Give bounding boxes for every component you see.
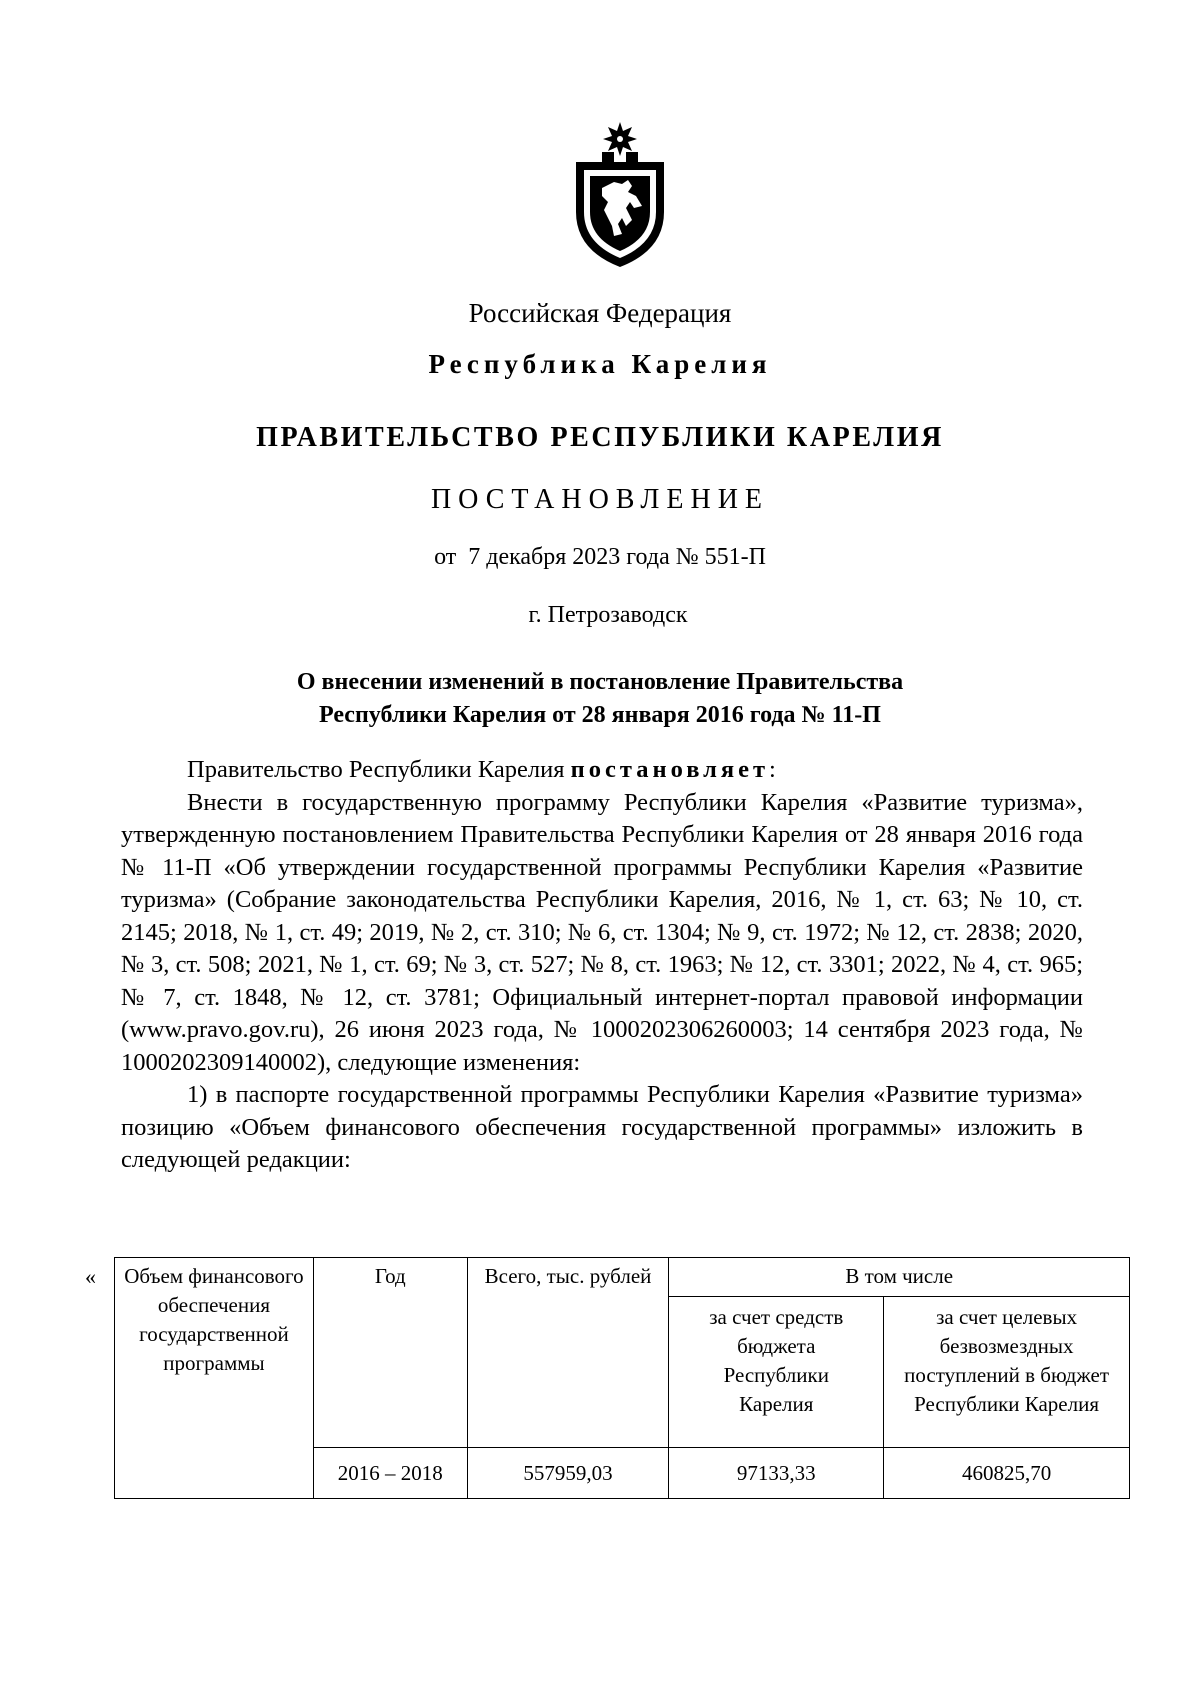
table-header-year: Год bbox=[313, 1258, 467, 1448]
coat-of-arms-emblem bbox=[572, 122, 668, 268]
document-subject bbox=[0, 666, 1200, 732]
open-quote-mark: « bbox=[85, 1264, 96, 1289]
table-header-total: Всего, тыс. рублей bbox=[467, 1258, 669, 1448]
intro-paragraph bbox=[121, 754, 1083, 787]
document-date-number: от 7 декабря 2023 года № 551-П bbox=[434, 544, 766, 570]
table-cell-budget: 97133,33 bbox=[669, 1448, 884, 1499]
table-cell-total: 557959,03 bbox=[467, 1448, 669, 1499]
intro-verb: постановляет bbox=[570, 756, 770, 783]
intro-end: : bbox=[769, 756, 776, 783]
amendment-paragraph: Внести в государственную программу Республики Карелия «Развитие туризма», утвержденную постановлением Правительства Республики Карелия от 28 января 2016 года № 11-П «Об утверждении государственной программы Республики Карелия «Развитие туризма» (Собрание законодательства Республики Карелия, 2016, № 1, ст. 63; № 10, ст. 2145; 2018, № 1, ст. 49; 2019, № 2, ст. 310; № 6, ст. 1304; № 9, ст. 1972; № 12, ст. 2838; 2020, № 3, ст. 508; 2021, № 1, ст. 69; № 3, ст. 527; № 8, ст. 1963; № 12, ст. 3301; 2022, № 4, ст. 965; № 7, ст. 1848, № 12, ст. 3781; Официальный интернет-портал правовой информации (www.pravo.gov.ru), 26 июня 2023 года, № 1000202306260003; 14 сентября 2023 года, № 1000202309140002), следующие изменения: bbox=[121, 788, 1083, 1076]
republic-name: Республика Карелия bbox=[428, 349, 772, 379]
country-name: Российская Федерация bbox=[468, 298, 732, 328]
table-cell-year: 2016 – 2018 bbox=[313, 1448, 467, 1499]
table-header-targeted: за счет целевых безвозмездных поступлений в бюджет Республики Карелия bbox=[884, 1297, 1130, 1448]
document-body bbox=[121, 754, 1083, 1177]
financing-table bbox=[114, 1257, 1130, 1499]
table-header-label: Объем финансового обеспечения государственной программы bbox=[115, 1258, 314, 1499]
table-cell-targeted: 460825,70 bbox=[884, 1448, 1130, 1499]
subject-line: Республики Карелия от 28 января 2016 года № 11-П bbox=[319, 702, 881, 728]
subject-line: О внесении изменений в постановление Правительства bbox=[296, 669, 904, 695]
intro-text: Правительство Республики Карелия bbox=[187, 756, 571, 783]
item-paragraph: 1) в паспорте государственной программы Республики Карелия «Развитие туризма» позицию «Объем финансового обеспечения государственной программы» изложить в следующей редакции: bbox=[121, 1081, 1083, 1173]
table-header-budget: за счет средств бюджета Республики Карелия bbox=[669, 1297, 884, 1448]
table-header-including: В том числе bbox=[669, 1258, 1130, 1297]
table-header-row bbox=[115, 1258, 1130, 1297]
document-city: г. Петрозаводск bbox=[528, 602, 688, 628]
document-type: ПОСТАНОВЛЕНИЕ bbox=[430, 484, 770, 515]
government-name: ПРАВИТЕЛЬСТВО РЕСПУБЛИКИ КАРЕЛИЯ bbox=[256, 422, 944, 453]
